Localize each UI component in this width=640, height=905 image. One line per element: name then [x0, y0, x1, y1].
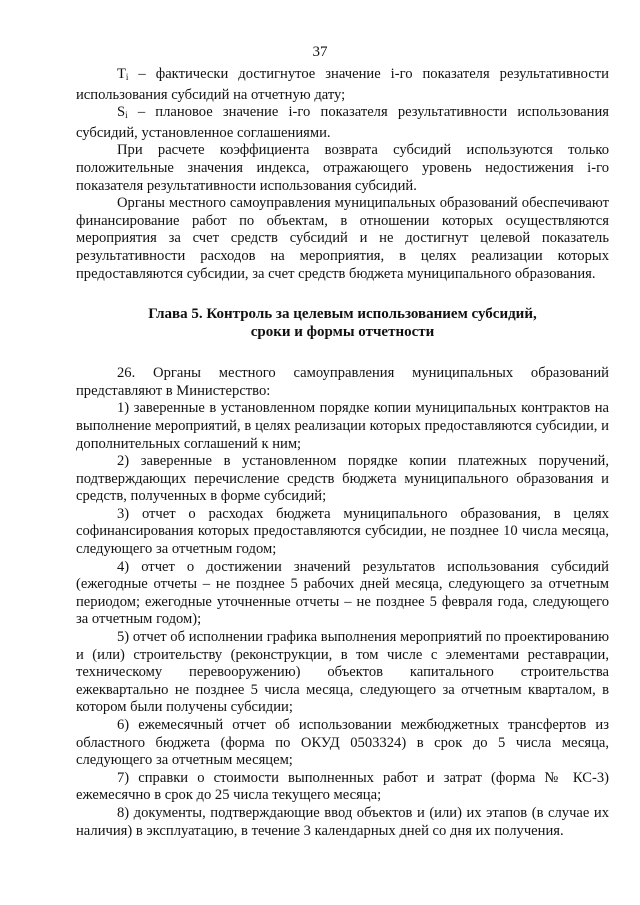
clause-26: 26. Органы местного самоуправления муниципальных образований представляют в Министерство:	[76, 365, 609, 399]
definition-s-text: – плановое значение i-го показателя результативности использования субсидий, установленное соглашениями.	[76, 104, 609, 141]
paragraph-financing: Органы местного самоуправления муниципальных образований обеспечивают финансирование работ по объектам, в отношении которых осуществляются мероприятия за счет средств субсидий и не достигнут целевой показатель результативности расходов на мероприятия, в целях реализации которых предоставляются субсидии, за счет средств бюджета муниципального образования.	[76, 195, 609, 282]
symbol-s: S	[117, 104, 126, 121]
list-item: 8) документы, подтверждающие ввод объектов и (или) их этапов (в случае их наличия) в эксплуатацию, в течение 3 календарных дней со дня их получения.	[76, 804, 609, 839]
subscript-t: i	[125, 72, 129, 82]
list-item: 2) заверенные в установленном порядке копии платежных поручений, подтверждающих перечисление средств бюджета муниципального образования и средств, полученных в форме субсидий;	[76, 453, 609, 505]
chapter-heading-line-2: сроки и формы отчетности	[250, 324, 435, 341]
chapter-heading	[76, 305, 609, 341]
list-item: 7) справки о стоимости выполненных работ и затрат (форма № КС-3) ежемесячно в срок до 25 числа текущего месяца;	[76, 769, 609, 804]
chapter-heading-line-1: Глава 5. Контроль за целевым использованием субсидий,	[148, 306, 537, 323]
definition-t	[76, 66, 609, 104]
paragraph-positive-values: При расчете коэффициента возврата субсидий используются только положительные значения индекса, отражающего уровень недостижения i-го показателя результативности использования субсидий.	[76, 142, 609, 194]
list-item: 4) отчет о достижении значений результатов использования субсидий (ежегодные отчеты – не позднее 5 рабочих дней месяца, следующего за отчетным периодом; ежегодные уточненные отчеты – не позднее 5 февраля года, следующего за отчетным годом);	[76, 558, 609, 628]
list-item: 5) отчет об исполнении графика выполнения мероприятий по проектированию и (или) строительству (реконструкции, в том числе с элементами реставрации, техническому перевооружению) объектов капитального строительства ежеквартально не позднее 5 числа месяца, следующего за отчетным кварталом, в котором были получены субсидии;	[76, 629, 609, 716]
definition-s	[76, 104, 609, 142]
document-body	[76, 66, 609, 840]
symbol-t: T	[117, 66, 126, 82]
page-number: 37	[312, 44, 328, 60]
definition-t-text: – фактически достигнутое значение i-го показателя результативности использования субсидий на отчетную дату;	[76, 66, 609, 103]
list-item: 6) ежемесячный отчет об использовании межбюджетных трансфертов из областного бюджета (форма по ОКУД 0503324) в срок до 5 числа месяца, следующего за отчетным месяцем;	[76, 717, 609, 769]
list-item: 1) заверенные в установленном порядке копии муниципальных контрактов на выполнение мероприятий, в целях реализации которых предоставляются субсидии, и дополнительных соглашений к ним;	[76, 400, 609, 452]
subscript-s: i	[125, 110, 128, 121]
list-item: 3) отчет о расходах бюджета муниципального образования, в целях софинансирования которых предоставляются субсидии, не позднее 10 числа месяца, следующего за отчетным годом;	[76, 505, 609, 558]
